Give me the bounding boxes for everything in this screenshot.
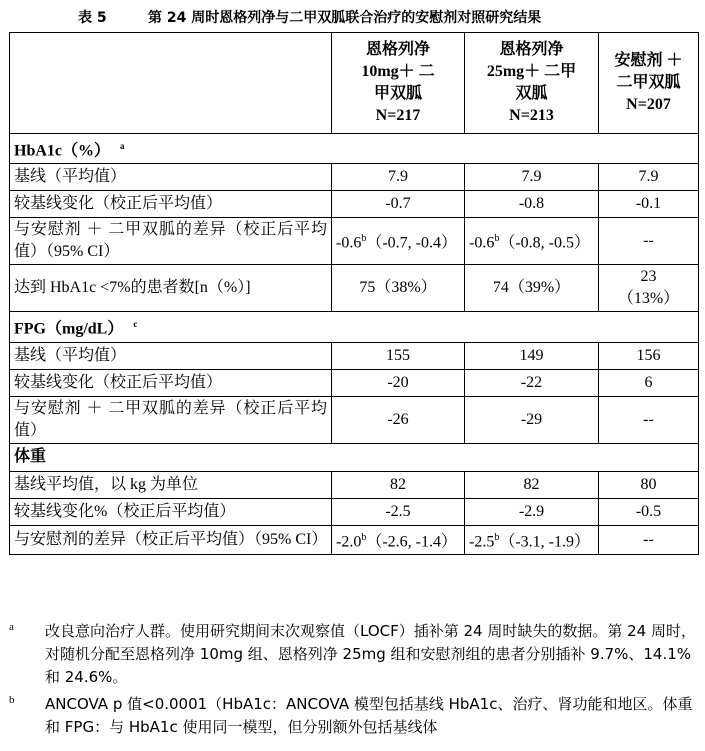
- table-row: 较基线变化%（校正后平均值） -2.5 -2.9 -0.5: [10, 498, 699, 525]
- table-caption: [0, 0, 705, 26]
- footnotes: [9, 620, 699, 739]
- section-weight: 体重: [10, 443, 699, 471]
- section-fpg: FPG（mg/dL） $^c$: [10, 312, 699, 342]
- footnote-b: b ANCOVA p 值<0.0001（HbA1c：ANCOVA 模型包括基线 HbA1c、治疗、肾功能和地区。体重和 FPG：与 HbA1c 使用同一模型，但分别额外包括基线体: [9, 694, 693, 736]
- header-blank-cell: [10, 33, 332, 134]
- table-row: 基线平均值，以 kg 为单位 82 82 80: [10, 471, 699, 498]
- table-row: 较基线变化（校正后平均值） -0.7 -0.8 -0.1: [10, 191, 699, 218]
- table-row: 与安慰剂 ＋ 二甲双胍的差异（校正后平均值） -26 -29 --: [10, 396, 699, 443]
- results-table: [9, 32, 699, 555]
- table-row: 与安慰剂 ＋ 二甲双胍的差异（校正后平均值）（95% CI） -0.6$^b$（-0.7, -0.4） -0.6$^b$（-0.8, -0.5） --: [10, 218, 699, 265]
- col-header-placebo: 安慰剂 ＋ 二甲双胍 N=207: [599, 33, 699, 134]
- footnote-a: a 改良意向治疗人群。使用研究期间末次观察值（LOCF）插补第 24 周时缺失的数据。第 24 周时，对随机分配至恩格列净 10mg 组、恩格列净 25mg 组和安慰剂组的患者分别插补 9.7%、14.1%和 24.6%。: [9, 621, 696, 686]
- table-title: 第 24 周时恩格列净与二甲双胍联合治疗的安慰剂对照研究结果: [148, 10, 542, 26]
- col-header-empa10: 恩格列净 10mg＋ 二 甲双胍 N=217: [332, 33, 465, 134]
- col-header-empa25: 恩格列净 25mg＋ 二甲 双胍 N=213: [465, 33, 599, 134]
- table-row: 基线（平均值） 155 149 156: [10, 342, 699, 369]
- table-row: 较基线变化（校正后平均值） -20 -22 6: [10, 369, 699, 396]
- table-number: 表 5: [78, 10, 107, 26]
- table-row: 基线（平均值） 7.9 7.9 7.9: [10, 164, 699, 191]
- section-hba1c: HbA1c（%） $^a$: [10, 134, 699, 164]
- table-row: 与安慰剂的差异（校正后平均值）（95% CI） -2.0$^b$（-2.6, -1.4） -2.5$^b$（-3.1, -1.9） --: [10, 525, 699, 554]
- header-row: [10, 33, 699, 134]
- table-row: 达到 HbA1c <7%的患者数[n（%）] 75（38%） 74（39%） 23 （13%）: [10, 265, 699, 312]
